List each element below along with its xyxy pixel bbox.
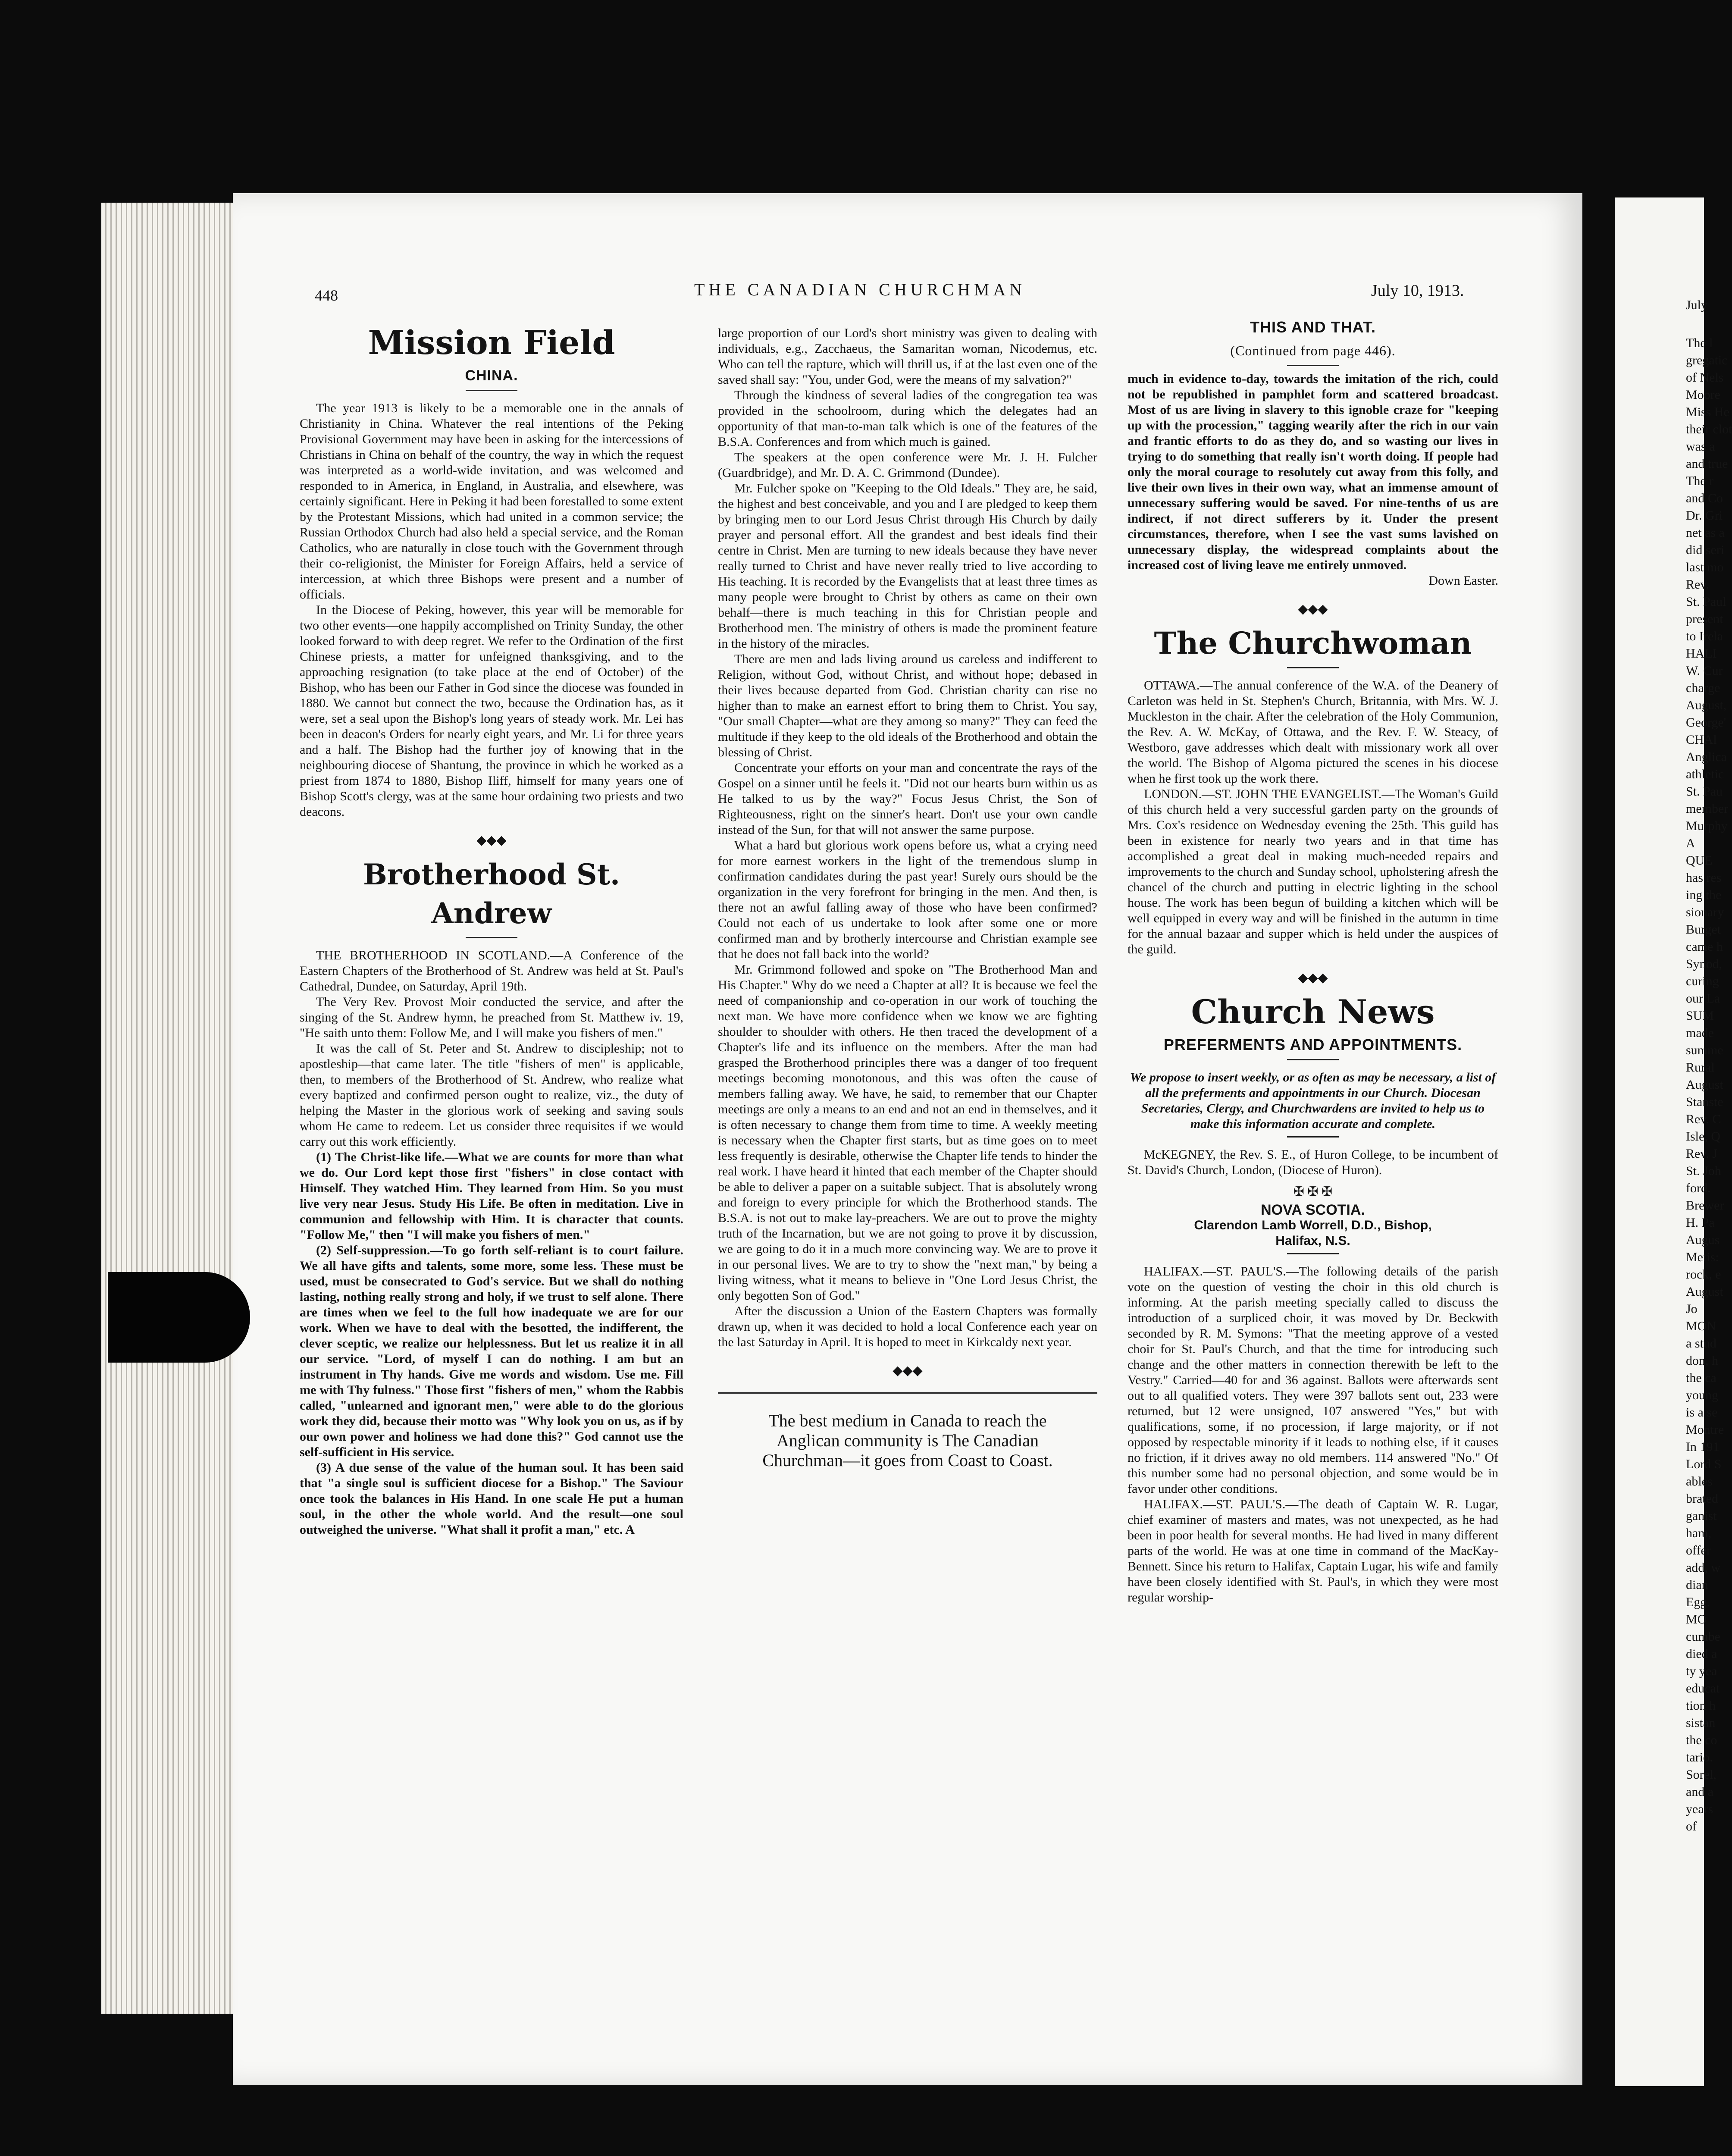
next-page-line: ford. — [1686, 1181, 1711, 1195]
next-page-line: came h — [1686, 940, 1723, 954]
brotherhood-paragraph: (1) The Christ-like life.—What we are counts for more than what we do. Our Lord kept those first "fishers" in close contact with Himself. They watched Him. They learned from Him. So you must live very near Jesus. Study His Life. Be often in meditation. Live in communion and fellowship with Him. It is character that counts. "Follow Me," then "I will make you fishers of men." — [300, 1150, 683, 1242]
next-page-line: of — [1686, 1819, 1697, 1833]
mission-paragraph: In the Diocese of Peking, however, this year will be memorable for two other events—one happily accomplished on Trinity Sunday, the other looked forward to with deep regret. We refer to the Ordination of the first Chinese priests, a matter for unfeigned thanksgiving, and to the approaching resignation (to take place at the end of October) of the Bishop, who has been our Father in God since the diocese was founded in 1880. We cannot but connect the two, because the Ordination has, as it were, set a seal upon the Bishop's long years of steady work. Mr. Lei has been in deacon's Orders for nearly eight years, and Mr. Li for three years and a half. The Bishop had the further joy of knowing that in the neighbouring diocese of Shantung, the province in which he worked as a priest from 1874 to 1880, Bishop Iliff, himself for many years one of Bishop Scott's clergy, was at the same hour ordaining two priests and two deacons. — [300, 603, 683, 819]
next-page-line: offer — [1686, 1543, 1711, 1557]
next-page-line: summe — [1686, 1043, 1723, 1057]
brotherhood-paragraph: After the discussion a Union of the Eastern Chapters was formally drawn up, when it was decided to hold a local Conference each year on the last Saturday in April. It is hoped to meet in Kirkcaldy next year. — [718, 1304, 1097, 1349]
next-page-line: H. Pa — [1686, 1216, 1715, 1230]
next-page-line: add, w — [1686, 1561, 1720, 1575]
next-page-line: July — [1686, 298, 1708, 312]
section-mark: ✠ ✠ ✠ — [1293, 1185, 1333, 1199]
next-page-line: tion h — [1686, 1698, 1716, 1713]
brotherhood-paragraph: The speakers at the open conference were Mr. J. H. Fulcher (Guardbridge), and Mr. D. A. C. Grimmond (Dundee). — [718, 450, 1097, 480]
ornament: ◆◆◆ — [1298, 971, 1328, 985]
brotherhood-paragraph: THE BROTHERHOOD IN SCOTLAND.—A Conference of the Eastern Chapters of the Brotherhood of St. Andrew was held at St. Paul's Cathedral, Dundee, on Saturday, April 19th. — [300, 948, 683, 993]
next-page-line: sistan — [1686, 1716, 1716, 1730]
nova-scotia-title: NOVA SCOTIA. — [1261, 1202, 1365, 1218]
brotherhood-paragraph: It was the call of St. Peter and St. Andrew to discipleship; not to apostleship—that came later. The title "fishers of men" is applicable, then, to members of the Brotherhood of St. Andrew, who realize what every baptized and confirmed person ought to realize, viz., the duty of helping the Master in the glorious work of seeking and saving souls whom He came to redeem. Let us consider three requisites if we would carry out this work efficiently. — [300, 1041, 683, 1149]
next-page-line: made — [1686, 1026, 1714, 1040]
this-and-that-title: THIS AND THAT. — [1250, 318, 1376, 336]
brotherhood-paragraph: The Very Rev. Provost Moir conducted the service, and after the singing of the St. Andrew hymn, he preached from St. Matthew iv. 19, "He saith unto them: Follow Me, and I will make you fishers of men." — [300, 995, 683, 1040]
next-page-line: QUE — [1686, 853, 1713, 868]
next-page-line: young — [1686, 1388, 1718, 1402]
next-page-line: August — [1686, 1285, 1723, 1299]
next-page-line: present — [1686, 612, 1723, 626]
next-page-line: CHAl — [1686, 733, 1717, 747]
brotherhood-paragraph: (2) Self-suppression.—To go forth self-reliant is to court failure. We all have gifts and talents, some more, some less. These must be used, must be consecrated to God's service. But we shall do nothing lasting, nothing really strong and holy, if we trust to self alone. There are times when we feel to the full how inadequate we are for our work. When we have to deal with the besotted, the indifferent, the clever sceptic, we realize our helplessness. But let us realize it in all our service. "Lord, of myself I can do nothing. I am but an instrument in Thy hands. Give me words and wisdom. Use me. Fill me with Thy fulness." Those first "fishers of men," whom the Rabbis called, "unlearned and ignorant men," were able to do the glorious work they did, because their motto was "Why look you on us, as if by our own power and holiness we had done this?" God cannot use the self-sufficient in His service. — [300, 1243, 683, 1459]
rule — [466, 390, 517, 391]
next-page-line: charge — [1686, 681, 1720, 695]
next-page-line: Stanste — [1686, 1095, 1723, 1109]
next-page-line: and true — [1686, 457, 1728, 471]
rule — [1287, 1136, 1339, 1138]
ornament: ◆◆◆ — [476, 833, 507, 847]
churchwoman-paragraph: LONDON.—ST. JOHN THE EVANGELIST.—The Woman's Guild of this church held a very successful garden party on the grounds of Mrs. Cox's residence on Wednesday evening the 25th. This guild has been in existence for nearly two years and in that time has accomplished a great deal in making much-needed repairs and improvements to the church and Sunday school, upholstering afresh the chancel of the church and putting in electric lighting in the school house. The work has been begun of building a kitchen which will be well equipped in every way and will be finished in the autumn in time for the annual bazaar and supper which is held under the auspices of the guild. — [1128, 787, 1498, 956]
halifax-paragraph: HALIFAX.—ST. PAUL'S.—The following details of the parish vote on the question of vesting the choir in this old church is informing. At the parish meeting specially called to discuss the introduction of a surpliced choir, it was moved by Dr. Beckwith seconded by R. M. Symons: "That the meeting approve of a vested choir for St. Paul's Church, and that the time for introducing such change and the other matters in connection therewith be left to the Vestry." Carried—40 for and 36 against. Ballots were afterwards sent out to all qualified voters. They were 397 ballots sent out, 233 were returned, but 12 were unsigned, 107 answered "Yes," but with qualifications, some, if no procession, if large majority, or if not opposed by respectable minority if it leads to nothing else, if it causes no friction, if it drives away no old members. 114 answered "No." Of this number some had no personal objection, and some would be in favor under other conditions. — [1128, 1264, 1498, 1496]
next-page-line: The r — [1686, 474, 1714, 488]
next-page-line: Metis: — [1686, 1250, 1719, 1264]
next-page-line: did seri — [1686, 543, 1725, 557]
next-page-line: years — [1686, 1802, 1713, 1816]
next-page-line: Brewer — [1686, 1198, 1724, 1213]
next-page-line: athletic — [1686, 767, 1724, 781]
next-page-line: of Nels — [1686, 370, 1724, 385]
churchwoman-heading: The Churchwoman — [1154, 625, 1472, 661]
next-page-line: Synod, — [1686, 957, 1723, 971]
next-page-line: ing the — [1686, 888, 1722, 902]
church-news-heading: Church News — [1191, 993, 1435, 1031]
brotherhood-paragraph: Mr. Grimmond followed and spoke on "The Brotherhood Man and His Chapter." Why do we need a Chapter at all? It is because we feel the need of companionship and co-operation in our work of touching the next man. We have more confidence when we know we are fighting shoulder to shoulder with others. He then traced the development of a Chapter's life and its influence on the members. After the man had grasped the Brotherhood principles there was a danger of too frequent meetings becoming monotonous, and this was often the cause of members falling away. We have, he said, to remember that our Chapter meetings are only a means to an end and not an end in themselves, and it is often necessary to change them from time to time. A weekly meeting is necessary when the Chapter first starts, but as time goes on to meet less frequently is desirable, otherwise the Chapter life tends to hinder the real work. I have heard it hinted that each member of the Chapter should be able to deliver a paper on a suitable subject. That is absolutely wrong and foreign to every principle for which the Brotherhood stands. The B.S.A. is not out to make lay-preachers. We are out to prove the mighty truth of the Incarnation, but we are not going to prove it by discussion, we are going to do it in a much more convincing way. We are to prove it in our personal lives. We are to try to show the "next man," by being a living witness, what it means to believe in "One Lord Jesus Christ, the only begotten Son of God." — [718, 962, 1097, 1303]
next-page-line: ty yea — [1686, 1664, 1717, 1678]
brotherhood-paragraph: Concentrate your efforts on your man and concentrate the rays of the Gospel on a sinner until he feels it. "Did not our hearts burn within us as He talked to us by the way?" Focus Jesus Christ, the Son of Righteousness, right on the sinner's heart. Don't use your own candle instead of the Sun, for that will not answer the same purpose. — [718, 761, 1097, 837]
next-page-line: HALI — [1686, 646, 1717, 661]
rule — [1287, 1253, 1339, 1254]
next-page-line: net as a — [1686, 526, 1725, 540]
column-2 — [718, 326, 1097, 2033]
next-page-line: Moore — [1686, 388, 1720, 402]
next-page-line: August, — [1686, 698, 1727, 712]
next-page-line: MO — [1686, 1612, 1707, 1626]
next-page-line: dian — [1686, 1578, 1708, 1592]
next-page-line: a stud — [1686, 1336, 1716, 1351]
next-page-line: sionary — [1686, 905, 1724, 919]
rule — [1287, 365, 1339, 366]
issue-date: July 10, 1913. — [1371, 282, 1464, 300]
brotherhood-paragraph: Through the kindness of several ladies of the congregation tea was provided in the schoolroom, during which the delegates had an opportunity of that man-to-man talk which is one of the features of the B.S.A. Conferences and from which much is gained. — [718, 388, 1097, 449]
next-page-line: Rev. — [1686, 577, 1709, 592]
column-1 — [300, 319, 683, 2035]
preferments-note: We propose to insert weekly, or as often as may be necessary, a list of all the preferments and appointments in our Church. Diocesan Secretaries, Clergy, and Churchwardens are invited to help us to make this information accurate and complete. — [1130, 1070, 1496, 1131]
rule — [1287, 1059, 1339, 1060]
next-page-line: the ca — [1686, 1371, 1716, 1385]
page-stack-edge — [101, 203, 244, 2014]
next-page-line: SUM — [1686, 1009, 1714, 1023]
preferment-entry: McKEGNEY, the Rev. S. E., of Huron College, to be incumbent of St. David's Church, London, (Diocese of Huron). — [1128, 1147, 1498, 1177]
next-page-line: St. Pau — [1686, 784, 1723, 799]
mission-field-heading: Mission Field — [368, 323, 615, 362]
next-page-line: curing — [1686, 974, 1719, 988]
next-page-line: gregatic — [1686, 353, 1728, 367]
next-page-line: Jo — [1686, 1302, 1698, 1316]
next-page-line: In 191 — [1686, 1440, 1719, 1454]
advertisement-box: The best medium in Canada to reach the Anglican community is The Canadian Churchman—it goes from Coast to Coast. — [718, 1392, 1097, 1470]
next-page-line: ham, — [1686, 1526, 1712, 1540]
next-page-line: Isle, Q — [1686, 1129, 1720, 1144]
next-page-line: Rev. C — [1686, 1112, 1721, 1126]
next-page-line: MON — [1686, 1319, 1716, 1333]
next-page-line: their clot — [1686, 422, 1732, 436]
china-subheading: CHINA. — [465, 367, 518, 384]
next-page-line: Miss He — [1686, 405, 1729, 419]
next-page-line: and a — [1686, 1785, 1714, 1799]
next-page-line: our La — [1686, 991, 1720, 1006]
next-page-line: ables — [1686, 1474, 1713, 1489]
next-page-line: don, h — [1686, 1354, 1718, 1368]
binding-clip — [108, 1272, 250, 1363]
next-page-line: was a — [1686, 439, 1715, 454]
brotherhood-paragraph: What a hard but glorious work opens before us, what a crying need for more earnest workers in the light of the tremendous slump in confirmation candidates during the past year! Surely ours should be the organization in the very forefront for bringing in the men. And then, is there not an awful falling away of those who have been confirmed? Could not each of us undertake to look after some one or more confirmed man and by brotherly intercourse and Christian example see that he does not fall back into the world? — [718, 838, 1097, 961]
brotherhood-paragraph: There are men and lads living around us careless and indifferent to Religion, without God, without Christ, and without hope; debased in their lives because departed from God. Christian charity can rise no higher than to make an earnest effort to bring them to Christ. You say, "Our small Chapter—what are they among so many?" They can feed the multitude if they keep to the old ideals of the Brotherhood and obtain the blessing of Christ. — [718, 652, 1097, 759]
bishop-line: Clarendon Lamb Worrell, D.D., Bishop, — [1194, 1218, 1432, 1232]
this-and-that-paragraph: much in evidence to-day, towards the imitation of the rich, could not be republished in pamphlet form and scattered broadcast. Most of us are living in slavery to this ignoble craze for "keeping up with the procession," tagging wearily after the rich in our vain and frantic efforts to do as they do, and so wasting our lives in trying to do something that really isn't worth doing. If people had only the moral courage to resolutely cut away from this folly, and live their own lives in their own way, what an immense amount of unnecessary suffering would be saved. For nine-tenths of us are indirect, if not direct sufferers by it. Under the present circumstances, therefore, when I see the vast sums lavished on unnecessary display, the widespread complaints about the increased cost of living leave me entirely unmoved. — [1128, 372, 1498, 572]
signature: Down Easter. — [1428, 573, 1498, 588]
next-page-line: brated — [1686, 1492, 1718, 1506]
next-page-line: Montre — [1686, 1423, 1724, 1437]
next-page-line: Rural — [1686, 1060, 1715, 1075]
rule — [466, 937, 517, 938]
next-page-line: Lord S — [1686, 1457, 1722, 1471]
brotherhood-paragraph: Mr. Fulcher spoke on "Keeping to the Old Ideals." They are, he said, the highest and best conceivable, and you and I are pledged to keep them by bringing men to our Lord Jesus Christ through His Church by daily prayer and personal effort. All the grandest and best ideals find their centre in Christ. Men are turning to new ideals because they have never really turned to Christ and have never really tried to live according to His teaching. It is recorded by the Evangelists that at least three times as many people were brought to Christ by others as came on their own behalf—there is much teaching in this for Christian people and Brotherhood men. The ministry of others is made the prominent feature in the history of the miracles. — [718, 481, 1097, 651]
continued-note: (Continued from page 446). — [1230, 343, 1396, 358]
next-page-line: St. Joh — [1686, 1164, 1721, 1178]
next-page-line: W. Cur — [1686, 664, 1723, 678]
next-page-line: Rev. J — [1686, 1147, 1718, 1161]
next-page-line: has res — [1686, 871, 1722, 885]
next-page-line: ganist — [1686, 1509, 1717, 1523]
next-page-line: to Irela — [1686, 629, 1723, 643]
preferments-title: PREFERMENTS AND APPOINTMENTS. — [1163, 1036, 1463, 1053]
next-page-line: Dr. Gri — [1686, 508, 1723, 523]
rule — [1287, 667, 1339, 668]
next-page-line: The l — [1686, 336, 1713, 350]
next-page-line: Anglica — [1686, 750, 1727, 764]
next-page-line: Murphy — [1686, 819, 1728, 833]
next-page-line: Egg. — [1686, 1595, 1710, 1609]
halifax-paragraph: HALIFAX.—ST. PAUL'S.—The death of Captain W. R. Lugar, chief examiner of masters and mates, was not unexpected, as he had been in poor health for several months. He had lived in many different parts of the world. He was at one time in command of the MacKay-Bennett. Since his return to Halifax, Captain Lugar, his wife and family have been closely identified with St. Paul's, in which they were most regular worship- — [1128, 1497, 1498, 1604]
ornament: ◆◆◆ — [1298, 602, 1328, 616]
place-line: Halifax, N.S. — [1275, 1234, 1350, 1248]
next-page-line: educat — [1686, 1681, 1720, 1695]
next-page-line: and Co — [1686, 491, 1723, 505]
next-page-line: Burget — [1686, 922, 1721, 937]
next-page-line: last mo — [1686, 560, 1724, 574]
next-page-line: A — [1686, 836, 1695, 850]
brotherhood-heading: Brotherhood St. Andrew — [363, 858, 620, 930]
next-page-line: member — [1686, 802, 1729, 816]
mission-paragraph: The year 1913 is likely to be a memorable one in the annals of Christianity in China. Whatever the real intentions of the Peking Provisional Government may have been in asking for the intercessions of Christians in China on behalf of the country, the way in which the request was interpreted as a world-wide invitation, and was welcomed and responded to in America, in England, in Australia, and elsewhere, was certainly significant. Here in Peking it had been forestalled to some extent by the Protestant Missions, which had united in a common service; the Russian Orthodox Church had also held a special service, and the Roman Catholics, who are naturally in close touch with the Government through their co-religionist, the Minister for Foreign Affairs, held a service of intercession, at which three Bishops were present and a number of officials. — [300, 401, 683, 602]
next-page-line: St. Paul — [1686, 595, 1726, 609]
ornament: ◆◆◆ — [893, 1363, 923, 1378]
next-page-line: Sorel, — [1686, 1767, 1716, 1782]
churchwoman-paragraph: OTTAWA.—The annual conference of the W.A. of the Deanery of Carleton was held in St. Stephen's Church, Britannia, with Mrs. W. J. Muckleston in the chair. After the celebration of the Holy Communion, the Rev. A. W. McKay, of Ottawa, and the Rev. F. W. Steacy, of Westboro, gave addresses which dealt with missionary work all over the world. The Bishop of Algoma pictured the scenes in his diocese when he first took up the work there. — [1128, 678, 1498, 786]
publication-title: THE CANADIAN CHURCHMAN — [694, 280, 1026, 299]
next-page-line: cumbe — [1686, 1630, 1720, 1644]
next-page-line: tario. — [1686, 1750, 1713, 1764]
next-page-line: died a — [1686, 1647, 1717, 1661]
next-page-line: Augus — [1686, 1233, 1720, 1247]
next-page-line: George' — [1686, 715, 1726, 730]
brotherhood-paragraph: large proportion of our Lord's short ministry was given to dealing with individuals, e.g., Zacchaeus, the Samaritan woman, Nicodemus, etc. Who can tell the rapture, which will thrill us, if at the last even one of the saved shall say: "You, under God, were the means of my salvation?" — [718, 326, 1097, 387]
column-3 — [1128, 314, 1498, 2052]
next-page-line: is a se — [1686, 1405, 1718, 1420]
page-number: 448 — [315, 287, 338, 304]
next-page-line: the co — [1686, 1733, 1717, 1747]
next-page-line: August — [1686, 1078, 1723, 1092]
next-page-line: rock, e — [1686, 1267, 1721, 1282]
brotherhood-paragraph: (3) A due sense of the value of the human soul. It has been said that "a single soul is sufficient diocese for a Bishop." The Saviour once took the balances in His Hand. In one scale He put a human soul, in the other the whole world. And the result—one soul outweighed the universe. "What shall it profit a man," etc. A — [300, 1460, 683, 1537]
